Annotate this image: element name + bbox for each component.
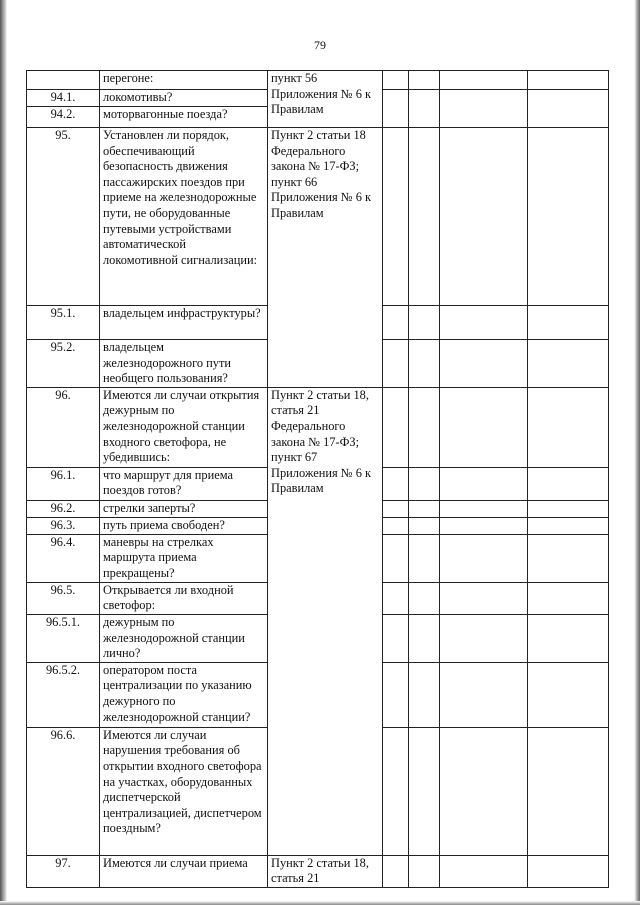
answer-cell-na bbox=[440, 467, 528, 500]
question-text: путь приема свободен? bbox=[100, 517, 268, 534]
notes-cell bbox=[528, 500, 609, 517]
notes-cell bbox=[528, 128, 609, 306]
notes-cell bbox=[528, 90, 609, 128]
legal-reference: пункт 56 Приложения № 6 к Правилам bbox=[268, 71, 383, 128]
answer-cell-yes bbox=[383, 90, 409, 128]
notes-cell bbox=[528, 340, 609, 388]
item-number: 94.2. bbox=[27, 107, 100, 128]
answer-cell-no bbox=[409, 614, 440, 662]
answer-cell-yes bbox=[383, 387, 409, 467]
question-text: Имеются ли случаи приема bbox=[100, 855, 268, 887]
notes-cell bbox=[528, 517, 609, 534]
scan-edge-left bbox=[0, 0, 7, 905]
item-number: 96.6. bbox=[27, 727, 100, 855]
item-number: 96.2. bbox=[27, 500, 100, 517]
item-number: 95. bbox=[27, 128, 100, 306]
item-number: 96.5. bbox=[27, 582, 100, 614]
answer-cell-na bbox=[440, 500, 528, 517]
answer-cell-yes bbox=[383, 614, 409, 662]
answer-cell-no bbox=[409, 90, 440, 128]
question-text: маневры на стрелках маршрута приема прекращены? bbox=[100, 534, 268, 582]
answer-cell-na bbox=[440, 71, 528, 90]
answer-cell-na bbox=[440, 855, 528, 887]
question-text: владельцем инфраструктуры? bbox=[100, 306, 268, 340]
answer-cell-no bbox=[409, 500, 440, 517]
question-text: Имеются ли случаи нарушения требования об открытии входного светофора на участках, оборудованных диспетчерской централизацией, диспетчером поездным? bbox=[100, 727, 268, 855]
legal-reference: Пункт 2 статьи 18, статья 21 bbox=[268, 855, 383, 887]
answer-cell-yes bbox=[383, 534, 409, 582]
answer-cell-no bbox=[409, 662, 440, 727]
item-number: 96.4. bbox=[27, 534, 100, 582]
notes-cell bbox=[528, 727, 609, 855]
answer-cell-no bbox=[409, 306, 440, 340]
item-number bbox=[27, 71, 100, 90]
answer-cell-na bbox=[440, 128, 528, 306]
answer-cell-no bbox=[409, 128, 440, 306]
question-text: стрелки заперты? bbox=[100, 500, 268, 517]
item-number: 95.1. bbox=[27, 306, 100, 340]
question-text: перегоне: bbox=[100, 71, 268, 90]
answer-cell-na bbox=[440, 662, 528, 727]
legal-reference: Пункт 2 статьи 18 Федерального закона № 17-ФЗ; пункт 66 Приложения № 6 к Правилам bbox=[268, 128, 383, 388]
question-text: оператором поста централизации по указанию дежурного по железнодорожной станции? bbox=[100, 662, 268, 727]
notes-cell bbox=[528, 387, 609, 467]
answer-cell-na bbox=[440, 517, 528, 534]
answer-cell-na bbox=[440, 340, 528, 388]
answer-cell-yes bbox=[383, 340, 409, 388]
answer-cell-na bbox=[440, 727, 528, 855]
question-text: моторвагонные поезда? bbox=[100, 107, 268, 128]
scan-edge-bottom bbox=[0, 901, 640, 905]
item-number: 96.5.2. bbox=[27, 662, 100, 727]
notes-cell bbox=[528, 582, 609, 614]
item-number: 96.5.1. bbox=[27, 614, 100, 662]
notes-cell bbox=[528, 662, 609, 727]
answer-cell-yes bbox=[383, 128, 409, 306]
answer-cell-yes bbox=[383, 662, 409, 727]
notes-cell bbox=[528, 614, 609, 662]
question-text: Установлен ли порядок, обеспечивающий безопасность движения пассажирских поездов при приеме на железнодорожные пути, не оборудованные путевыми устройствами автоматической локомотивной сигнализации: bbox=[100, 128, 268, 306]
answer-cell-no bbox=[409, 467, 440, 500]
question-text: Открывается ли входной светофор: bbox=[100, 582, 268, 614]
answer-cell-yes bbox=[383, 71, 409, 90]
answer-cell-yes bbox=[383, 500, 409, 517]
question-text: Имеются ли случаи открытия дежурным по железнодорожной станции входного светофора, не убедившись: bbox=[100, 387, 268, 467]
answer-cell-no bbox=[409, 71, 440, 90]
notes-cell bbox=[528, 467, 609, 500]
notes-cell bbox=[528, 534, 609, 582]
answer-cell-na bbox=[440, 534, 528, 582]
question-text: локомотивы? bbox=[100, 90, 268, 107]
item-number: 94.1. bbox=[27, 90, 100, 107]
answer-cell-yes bbox=[383, 727, 409, 855]
answer-cell-na bbox=[440, 582, 528, 614]
answer-cell-yes bbox=[383, 306, 409, 340]
answer-cell-yes bbox=[383, 582, 409, 614]
notes-cell bbox=[528, 855, 609, 887]
answer-cell-na bbox=[440, 387, 528, 467]
item-number: 96.1. bbox=[27, 467, 100, 500]
item-number: 96.3. bbox=[27, 517, 100, 534]
page-number: 79 bbox=[314, 38, 326, 52]
table-row bbox=[27, 387, 609, 467]
answer-cell-no bbox=[409, 340, 440, 388]
answer-cell-na bbox=[440, 90, 528, 128]
item-number: 96. bbox=[27, 387, 100, 467]
answer-cell-na bbox=[440, 614, 528, 662]
checklist-table bbox=[26, 70, 609, 888]
notes-cell bbox=[528, 306, 609, 340]
answer-cell-yes bbox=[383, 467, 409, 500]
answer-cell-no bbox=[409, 534, 440, 582]
answer-cell-na bbox=[440, 306, 528, 340]
question-text: владельцем железнодорожного пути необщего пользования? bbox=[100, 340, 268, 388]
scan-edge-right bbox=[634, 0, 640, 905]
answer-cell-no bbox=[409, 855, 440, 887]
answer-cell-yes bbox=[383, 855, 409, 887]
question-text: что маршрут для приема поездов готов? bbox=[100, 467, 268, 500]
answer-cell-no bbox=[409, 582, 440, 614]
answer-cell-no bbox=[409, 387, 440, 467]
table-row bbox=[27, 128, 609, 306]
question-text: дежурным по железнодорожной станции лично? bbox=[100, 614, 268, 662]
answer-cell-no bbox=[409, 517, 440, 534]
answer-cell-no bbox=[409, 727, 440, 855]
notes-cell bbox=[528, 71, 609, 90]
table-row bbox=[27, 855, 609, 887]
item-number: 95.2. bbox=[27, 340, 100, 388]
legal-reference: Пункт 2 статьи 18, статья 21 Федерального закона № 17-ФЗ; пункт 67 Приложения № 6 к Правилам bbox=[268, 387, 383, 855]
item-number: 97. bbox=[27, 855, 100, 887]
answer-cell-yes bbox=[383, 517, 409, 534]
table-row bbox=[27, 71, 609, 90]
